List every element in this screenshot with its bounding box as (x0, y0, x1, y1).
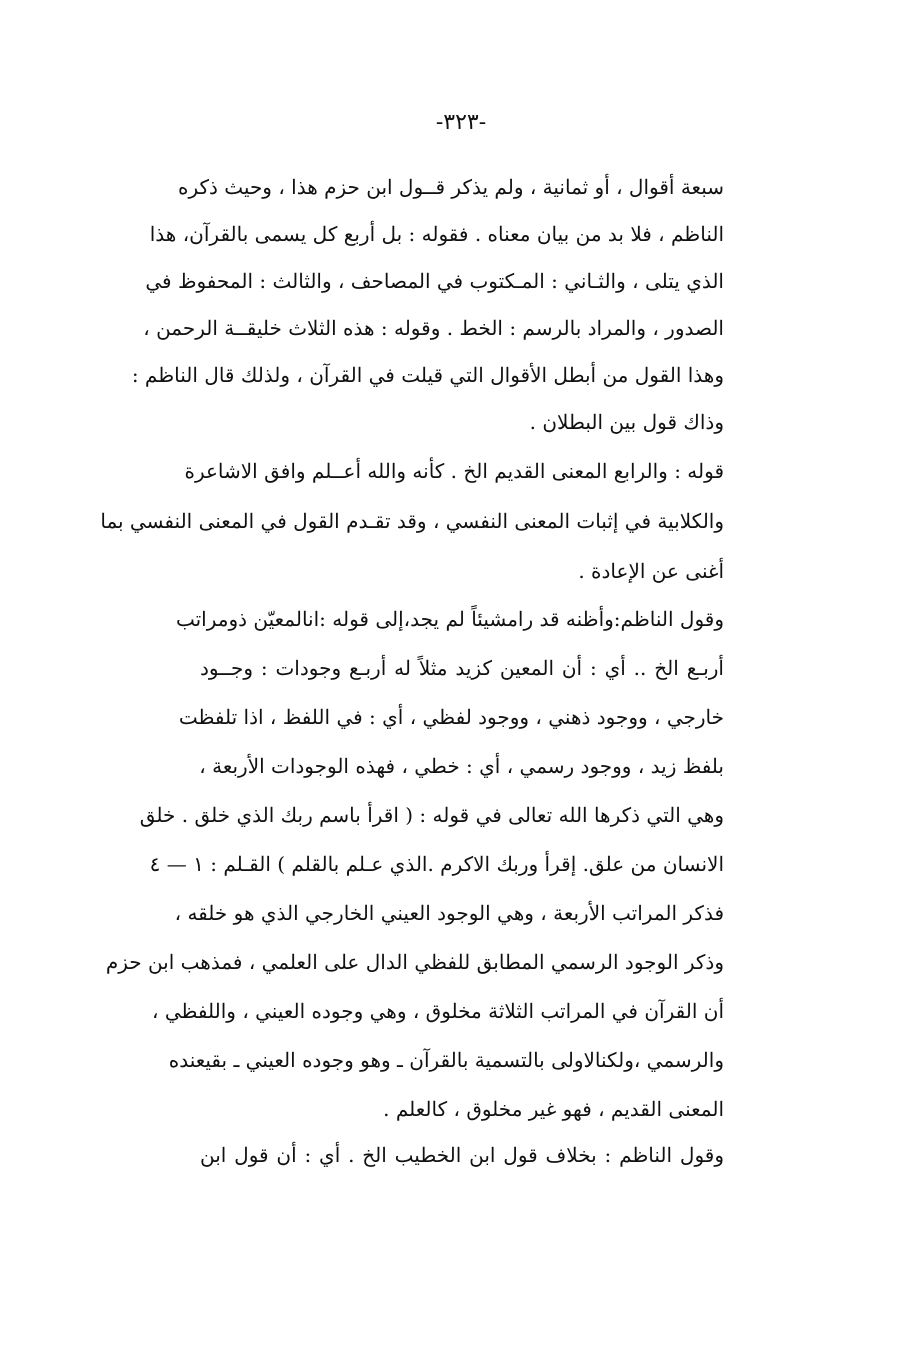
text-line: وذكر الوجود الرسمي المطابق للفظي الدال على العلمي ، فمذهب ابن حزم (105, 950, 724, 974)
text-line: وقول الناظم:وأظنه قد رامشيئاً لم يجد،إلى قوله :انالمعيّن ذومراتب (175, 607, 724, 631)
text-line: الانسان من علق. إقرأ وربك الاكرم .الذي عـلم بالقلم ) القـلم : ١ — ٤ (149, 852, 724, 876)
text-line: الصدور ، والمراد بالرسم : الخط . وقوله : هذه الثلاث خليقــة الرحمن ، (143, 316, 724, 340)
text-line: فذكر المراتب الأربعة ، وهي الوجود العيني الخارجي الذي هو خلقه ، (174, 901, 724, 925)
text-line: وقول الناظم : بخلاف قول ابن الخطيب الخ . أي : أن قول ابن (200, 1143, 724, 1167)
text-line: أربـع الخ .. أي : أن المعين كزيد مثلاً له أربـع وجودات : وجــود (200, 656, 724, 680)
text-line: وهي التي ذكرها الله تعالى في قوله : ( اقرأ باسم ربك الذي خلق . خلق (139, 803, 724, 827)
paragraph-2 (100, 446, 724, 596)
text-line: بلفظ زيد ، ووجود رسمي ، أي : خطي ، فهذه الوجودات الأربعة ، (199, 754, 724, 778)
text-line: والكلابية في إثبات المعنى النفسي ، وقد تقـدم القول في المعنى النفسي بما (100, 509, 724, 533)
text-line: الذي يتلى ، والثـاني : المـكتوب في المصاحف ، والثالث : المحفوظ في (145, 269, 724, 293)
paragraph-4 (200, 1130, 724, 1180)
text-line: أن القرآن في المراتب الثلاثة مخلوق ، وهي وجوده العيني ، واللفظي ، (152, 999, 724, 1023)
paragraph-1 (131, 164, 724, 446)
paragraph-3 (105, 595, 724, 1134)
text-line: قوله : والرابع المعنى القديم الخ . كأنه والله أعــلم وافق الاشاعرة (184, 459, 724, 483)
text-line: سبعة أقوال ، أو ثمانية ، ولم يذكر قــول ابن حزم هذا ، وحيث ذكره (177, 175, 724, 199)
text-line: وذاك قول بين البطلان . (529, 410, 724, 434)
text-line: وهذا القول من أبطل الأقوال التي قيلت في القرآن ، ولذلك قال الناظم : (131, 363, 724, 387)
text-line: خارجي ، ووجود ذهني ، ووجود لفظي ، أي : في اللفظ ، اذا تلفظت (178, 705, 724, 729)
text-line: الناظم ، فلا بد من بيان معناه . فقوله : بل أربع كل يسمى بالقرآن، هذا (149, 222, 724, 246)
text-line: والرسمي ،ولكنالاولى بالتسمية بالقرآن ـ وهو وجوده العيني ـ بقيعنده (168, 1048, 724, 1072)
page-number: -٣٢٣- (435, 110, 487, 135)
text-line: المعنى القديم ، فهو غير مخلوق ، كالعلم . (383, 1097, 724, 1121)
text-line: أغنى عن الإعادة . (578, 559, 724, 583)
